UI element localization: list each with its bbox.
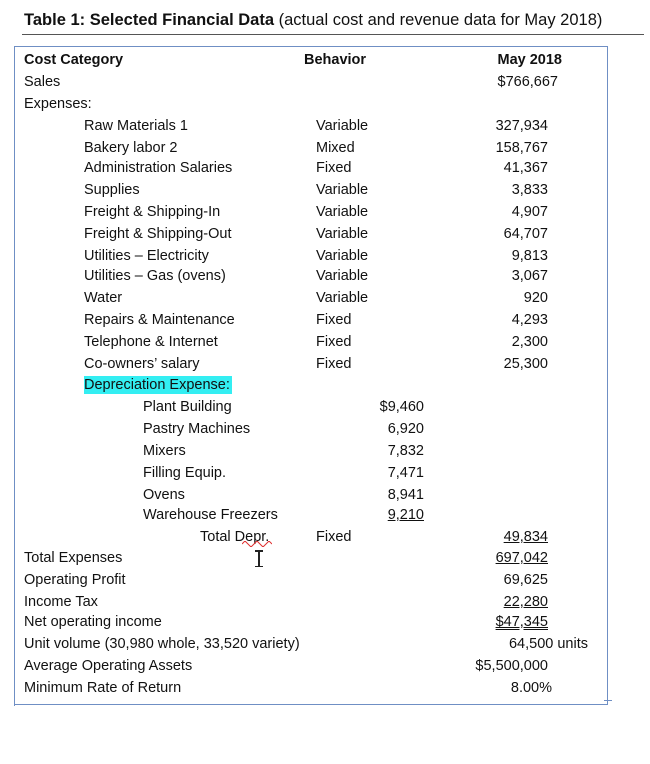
depreciation-item-value: 7,471: [387, 465, 424, 481]
expense-label: Freight & Shipping-Out: [84, 226, 232, 242]
expense-behavior: Variable: [316, 182, 369, 198]
depreciation-item-label: Ovens: [143, 487, 185, 503]
expense-label: Co-owners’ salary: [84, 356, 200, 372]
depreciation-item-value: 6,920: [387, 421, 424, 437]
expense-label: Utilities – Electricity: [84, 248, 209, 264]
depreciation-item-label: Plant Building: [143, 399, 232, 415]
depreciation-item-label: Filling Equip.: [143, 465, 227, 481]
total-depreciation-behavior: Fixed: [316, 529, 352, 545]
expense-value: 158,767: [495, 140, 548, 156]
expense-label: Telephone & Internet: [84, 334, 218, 350]
depreciation-item-value: $9,460: [379, 399, 424, 415]
header-behavior: Behavior: [304, 52, 367, 68]
title-divider: [22, 34, 644, 35]
depreciation-item-label: Mixers: [143, 443, 186, 459]
frame-corner-mark: [604, 700, 612, 701]
expense-value: 327,934: [495, 118, 548, 134]
summary-label: Net operating income: [24, 614, 162, 630]
text-cursor-icon: [258, 550, 260, 567]
summary-label: Unit volume (30,980 whole, 33,520 variety): [24, 636, 300, 652]
summary-value: 64,500 units: [508, 636, 588, 652]
expense-behavior: Variable: [316, 248, 369, 264]
expense-value: 9,813: [511, 248, 548, 264]
summary-label: Operating Profit: [24, 572, 126, 588]
expense-value: 2,300: [511, 334, 548, 350]
header-cost-category: Cost Category: [24, 52, 124, 68]
expense-behavior: Variable: [316, 290, 369, 306]
depreciation-item-value: 8,941: [387, 487, 424, 503]
table-title-bold: Table 1: Selected Financial Data: [24, 11, 275, 29]
summary-value: $47,345: [495, 614, 548, 630]
expense-behavior: Mixed: [316, 140, 355, 156]
frame-corner-mark: [14, 700, 15, 706]
expense-value: 41,367: [503, 160, 548, 176]
expense-label: Bakery labor 2: [84, 140, 178, 156]
expense-label: Repairs & Maintenance: [84, 312, 235, 328]
sales-value: $766,667: [497, 74, 558, 90]
spellcheck-squiggle-icon: [242, 541, 272, 547]
summary-value: 8.00%: [510, 680, 552, 696]
depreciation-item-value: 9,210: [387, 507, 424, 523]
expense-value: 3,067: [511, 268, 548, 284]
expense-behavior: Variable: [316, 268, 369, 284]
expense-value: 920: [523, 290, 548, 306]
expense-label: Administration Salaries: [84, 160, 233, 176]
summary-value: 697,042: [495, 550, 548, 566]
expense-label: Supplies: [84, 182, 140, 198]
table-title: [24, 11, 602, 30]
depreciation-heading: Depreciation Expense:: [84, 377, 230, 393]
total-depreciation-label: Total Depr.: [200, 529, 270, 545]
total-depreciation-value: 49,834: [503, 529, 548, 545]
expense-value: 3,833: [511, 182, 548, 198]
summary-label: Minimum Rate of Return: [24, 680, 182, 696]
depreciation-item-label: Warehouse Freezers: [143, 507, 278, 523]
depreciation-item-label: Pastry Machines: [143, 421, 251, 437]
summary-label: Income Tax: [24, 594, 98, 610]
summary-label: Total Expenses: [24, 550, 123, 566]
expenses-label: Expenses:: [24, 96, 92, 112]
expense-label: Freight & Shipping-In: [84, 204, 221, 220]
expense-behavior: Variable: [316, 118, 369, 134]
expense-behavior: Fixed: [316, 334, 352, 350]
sales-label: Sales: [24, 74, 61, 90]
summary-label: Average Operating Assets: [24, 658, 193, 674]
table-title-rest: (actual cost and revenue data for May 2018): [274, 11, 603, 29]
expense-behavior: Variable: [316, 204, 369, 220]
expense-value: 25,300: [503, 356, 548, 372]
summary-value: 69,625: [503, 572, 548, 588]
expense-value: 4,907: [511, 204, 548, 220]
summary-value: 22,280: [503, 594, 548, 610]
expense-behavior: Fixed: [316, 356, 352, 372]
expense-behavior: Fixed: [316, 312, 352, 328]
expense-behavior: Fixed: [316, 160, 352, 176]
expense-label: Utilities – Gas (ovens): [84, 268, 226, 284]
summary-value: $5,500,000: [475, 658, 548, 674]
expense-behavior: Variable: [316, 226, 369, 242]
expense-label: Water: [84, 290, 123, 306]
expense-value: 64,707: [503, 226, 548, 242]
depreciation-item-value: 7,832: [387, 443, 424, 459]
header-may-2018: May 2018: [497, 52, 562, 68]
expense-label: Raw Materials 1: [84, 118, 188, 134]
expense-value: 4,293: [511, 312, 548, 328]
